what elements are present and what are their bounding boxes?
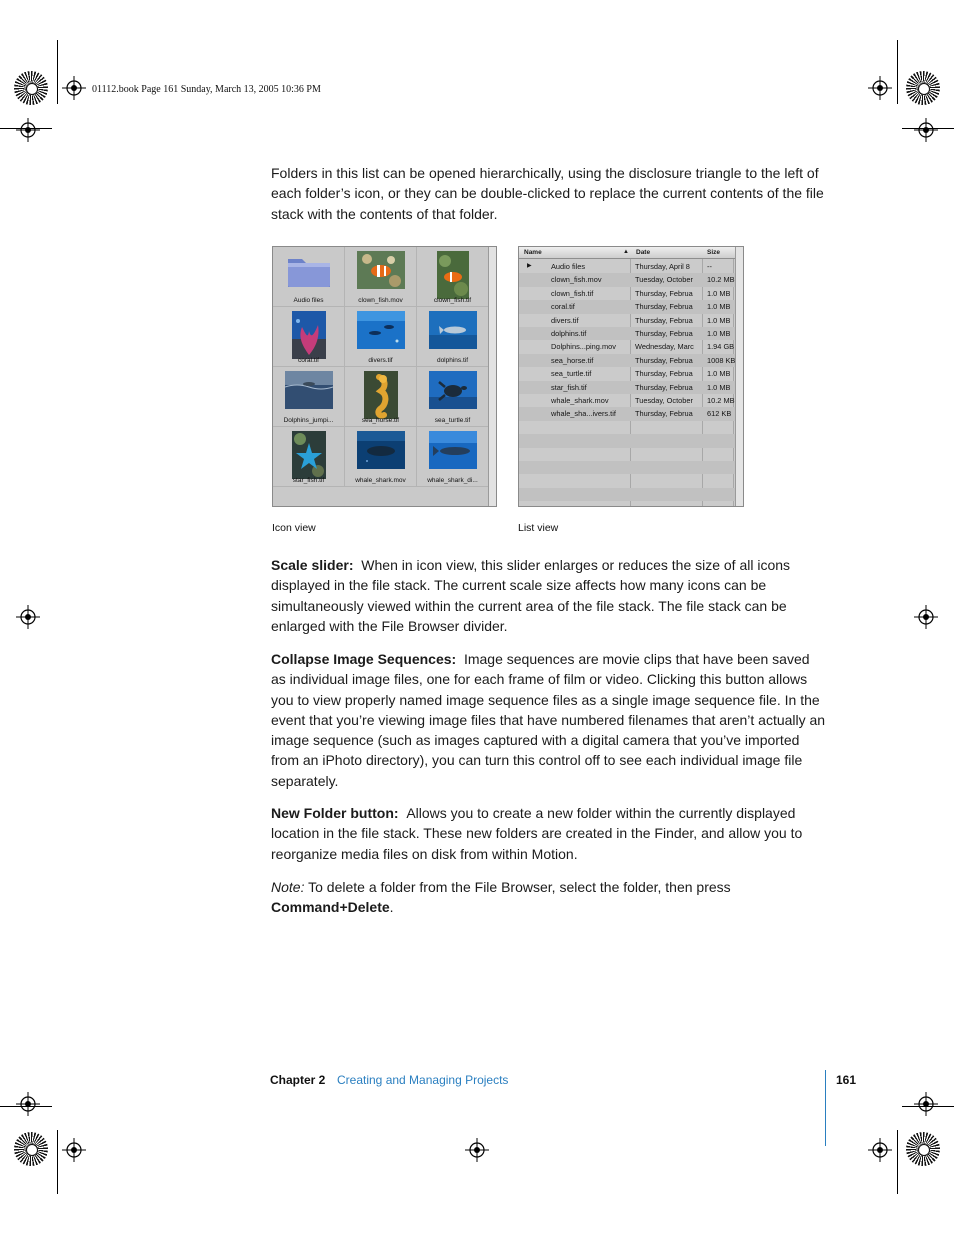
icon-grid-item[interactable]: [273, 367, 345, 427]
icon-grid-item[interactable]: [345, 427, 417, 487]
list-row[interactable]: [519, 260, 743, 273]
list-row-empty: [519, 434, 743, 447]
list-cell-size: 1008 KB: [707, 355, 735, 365]
list-cell-date: Tuesday, October: [635, 396, 693, 405]
list-row[interactable]: [519, 367, 743, 380]
column-header-size[interactable]: Size: [707, 249, 721, 256]
list-row[interactable]: [519, 394, 743, 407]
list-row[interactable]: [519, 327, 743, 340]
icon-grid-item[interactable]: [417, 427, 489, 487]
new-folder-text: Allows you to create a new folder within the currently displayed location in the file stack. These new folders are created in the Finder, and allow you to reorganize media files on disk from within Motion.: [271, 805, 803, 862]
icon-grid-item-label: sea_turtle.tif: [434, 417, 471, 424]
list-row[interactable]: [519, 407, 743, 420]
list-cell-date: Thursday, Februa: [635, 382, 693, 392]
column-header-name[interactable]: Name: [524, 249, 542, 256]
list-header: [519, 247, 743, 259]
scale-slider-text: When in icon view, this slider enlarges or reduces the size of all icons displayed in the file stack. The current scale size affects how many icons can be simultaneously viewed within the current area of the file stack. The file stack can be enlarged with the File Browser divider.: [271, 557, 791, 634]
list-cell-size: 1.0 MB: [707, 288, 731, 298]
thumbnail-image: [357, 431, 405, 474]
icon-grid-item[interactable]: [273, 247, 345, 307]
list-row[interactable]: [519, 381, 743, 394]
list-cell-size: 1.0 MB: [707, 302, 731, 312]
icon-view-scrollbar[interactable]: [488, 247, 496, 506]
registration-crosshair-icon: [914, 1092, 938, 1116]
registration-crosshair-icon: [16, 605, 40, 629]
icon-grid-item[interactable]: [345, 307, 417, 367]
list-cell-name: divers.tif: [551, 315, 579, 325]
registration-crosshair-icon: [868, 1138, 892, 1162]
list-row[interactable]: [519, 354, 743, 367]
note-end: .: [389, 899, 394, 916]
footer-chapter-title[interactable]: Creating and Managing Projects: [337, 1073, 509, 1087]
sort-ascending-icon[interactable]: ▲: [623, 249, 629, 255]
term-scale-slider: Scale slider:: [271, 557, 354, 573]
list-cell-date: Thursday, Februa: [635, 409, 693, 419]
icon-grid-item[interactable]: [417, 247, 489, 307]
icon-view-caption: Icon view: [272, 522, 316, 534]
registration-crosshair-icon: [62, 76, 86, 100]
note-paragraph: [271, 877, 827, 918]
footer-chapter: Chapter 2: [270, 1073, 326, 1087]
icon-grid-item-label: star_fish.tif: [292, 477, 325, 484]
list-cell-name: sea_horse.tif: [551, 355, 594, 365]
registration-crosshair-icon: [16, 118, 40, 142]
list-cell-size: 1.0 MB: [707, 369, 731, 379]
list-row-empty: [519, 448, 743, 461]
list-cell-name: whale_sha...ivers.tif: [551, 409, 616, 419]
list-view-scrollbar[interactable]: [735, 247, 743, 506]
list-row-empty: [519, 474, 743, 487]
registration-crosshair-icon: [868, 76, 892, 100]
icon-grid-item-label: Audio files: [293, 297, 324, 304]
list-view-caption: List view: [518, 522, 559, 534]
list-row-empty: [519, 461, 743, 474]
icon-grid-item[interactable]: [345, 367, 417, 427]
registration-crosshair-icon: [16, 1092, 40, 1116]
list-cell-name: clown_fish.mov: [551, 275, 602, 285]
registration-crosshair-icon: [62, 1138, 86, 1162]
list-cell-date: Thursday, Februa: [635, 369, 693, 379]
list-cell-name: coral.tif: [551, 302, 575, 312]
list-cell-date: Tuesday, October: [635, 275, 693, 285]
registration-crosshair-icon: [914, 605, 938, 629]
list-cell-name: dolphins.tif: [551, 329, 587, 338]
icon-grid-item-label: dolphins.tif: [436, 357, 469, 364]
note-text: To delete a folder from the File Browser, select the folder, then press: [304, 879, 731, 895]
icon-grid-item-label: whale_shark_di...: [427, 477, 478, 484]
term-new-folder-button: New Folder button:: [271, 805, 399, 821]
thumbnail-image: [357, 251, 405, 294]
list-cell-size: 612 KB: [707, 409, 732, 419]
list-cell-name: Audio files: [551, 262, 586, 271]
list-row-empty: [519, 488, 743, 501]
list-row[interactable]: [519, 340, 743, 353]
list-cell-name: Dolphins...ping.mov: [551, 342, 616, 352]
list-row[interactable]: [519, 287, 743, 300]
note-label: Note:: [271, 879, 305, 895]
icon-grid-item[interactable]: [417, 307, 489, 367]
list-view-figure: [518, 246, 744, 507]
icon-grid-item[interactable]: [273, 307, 345, 367]
icon-grid-item-label: whale_shark.mov: [355, 477, 406, 484]
thumbnail-image: [357, 311, 405, 354]
list-cell-date: Thursday, April 8: [635, 262, 690, 271]
icon-grid-item-label: divers.tif: [368, 357, 393, 364]
scale-slider-paragraph: [271, 555, 827, 636]
print-slug: 01112.book Page 161 Sunday, March 13, 2005 10:36 PM: [92, 84, 321, 95]
collapse-sequences-paragraph: [271, 649, 827, 791]
list-cell-size: 1.0 MB: [707, 329, 731, 338]
thumbnail-image: [429, 431, 477, 474]
term-collapse-image-sequences: Collapse Image Sequences:: [271, 651, 457, 667]
column-header-date[interactable]: Date: [636, 249, 651, 256]
footer-rule: [825, 1070, 826, 1146]
icon-grid-item[interactable]: [273, 427, 345, 487]
list-cell-size: 1.94 GB: [707, 342, 735, 352]
list-cell-name: sea_turtle.tif: [551, 369, 592, 379]
list-cell-size: 10.2 MB: [707, 275, 735, 285]
new-folder-paragraph: [271, 803, 827, 864]
icon-grid-item-label: Dolphins_jumpi...: [283, 417, 334, 424]
icon-grid-item-label: clown_fish.tif: [433, 297, 472, 304]
list-cell-date: Wednesday, Marc: [635, 342, 694, 352]
list-row[interactable]: [519, 300, 743, 313]
icon-grid-item-label: coral.tif: [298, 357, 319, 364]
list-cell-size: 1.0 MB: [707, 382, 731, 392]
note-keys: Command+Delete: [271, 899, 390, 916]
list-cell-size: --: [707, 262, 712, 271]
list-cell-name: star_fish.tif: [551, 382, 587, 392]
icon-grid-item[interactable]: [345, 247, 417, 307]
list-cell-date: Thursday, Februa: [635, 355, 693, 365]
list-row[interactable]: [519, 273, 743, 286]
registration-starburst-top-right: [906, 71, 940, 105]
list-cell-size: 1.0 MB: [707, 315, 731, 325]
list-row-empty: [519, 421, 743, 434]
thumbnail-image: [429, 311, 477, 354]
icon-view-figure: [272, 246, 497, 507]
list-cell-size: 10.2 MB: [707, 396, 735, 405]
list-cell-date: Thursday, Februa: [635, 288, 693, 298]
list-cell-date: Thursday, Februa: [635, 302, 693, 312]
list-cell-date: Thursday, Februa: [635, 329, 693, 338]
registration-crosshair-icon: [465, 1138, 489, 1162]
list-cell-name: clown_fish.tif: [551, 288, 594, 298]
icon-grid-item[interactable]: [417, 367, 489, 427]
registration-starburst-bottom-right: [906, 1132, 940, 1166]
icon-grid-item-label: clown_fish.mov: [358, 297, 403, 304]
list-row[interactable]: [519, 314, 743, 327]
collapse-sequences-text: Image sequences are movie clips that have been saved as individual image files, one for each frame of film or video. Clicking this button allows you to view properly named image sequence files as a single image sequence file. In the event that you’re viewing image files that have numbered filenames that aren’t actually an image sequence (such as images captured with a digital camera that you’ve imported from an iPhoto directory), you can turn this control off to see each individual image file separately.: [271, 651, 826, 789]
registration-crosshair-icon: [914, 118, 938, 142]
intro-paragraph: Folders in this list can be opened hierarchically, using the disclosure triangle to the left of each folder’s icon, or they can be double-clicked to replace the current contents of the file stack with the contents of that folder.: [271, 165, 824, 222]
thumbnail-image: [285, 371, 333, 414]
thumbnail-image: [429, 371, 477, 414]
registration-starburst-top-left: [14, 71, 48, 105]
footer-page-number: 161: [836, 1073, 857, 1087]
disclosure-triangle-icon[interactable]: ▶: [527, 263, 532, 269]
list-cell-date: Thursday, Februa: [635, 315, 693, 325]
icon-grid-item-label: sea_horse.tif: [361, 417, 400, 424]
list-cell-name: whale_shark.mov: [551, 396, 609, 405]
folder-icon: [285, 251, 333, 294]
registration-starburst-bottom-left: [14, 1132, 48, 1166]
